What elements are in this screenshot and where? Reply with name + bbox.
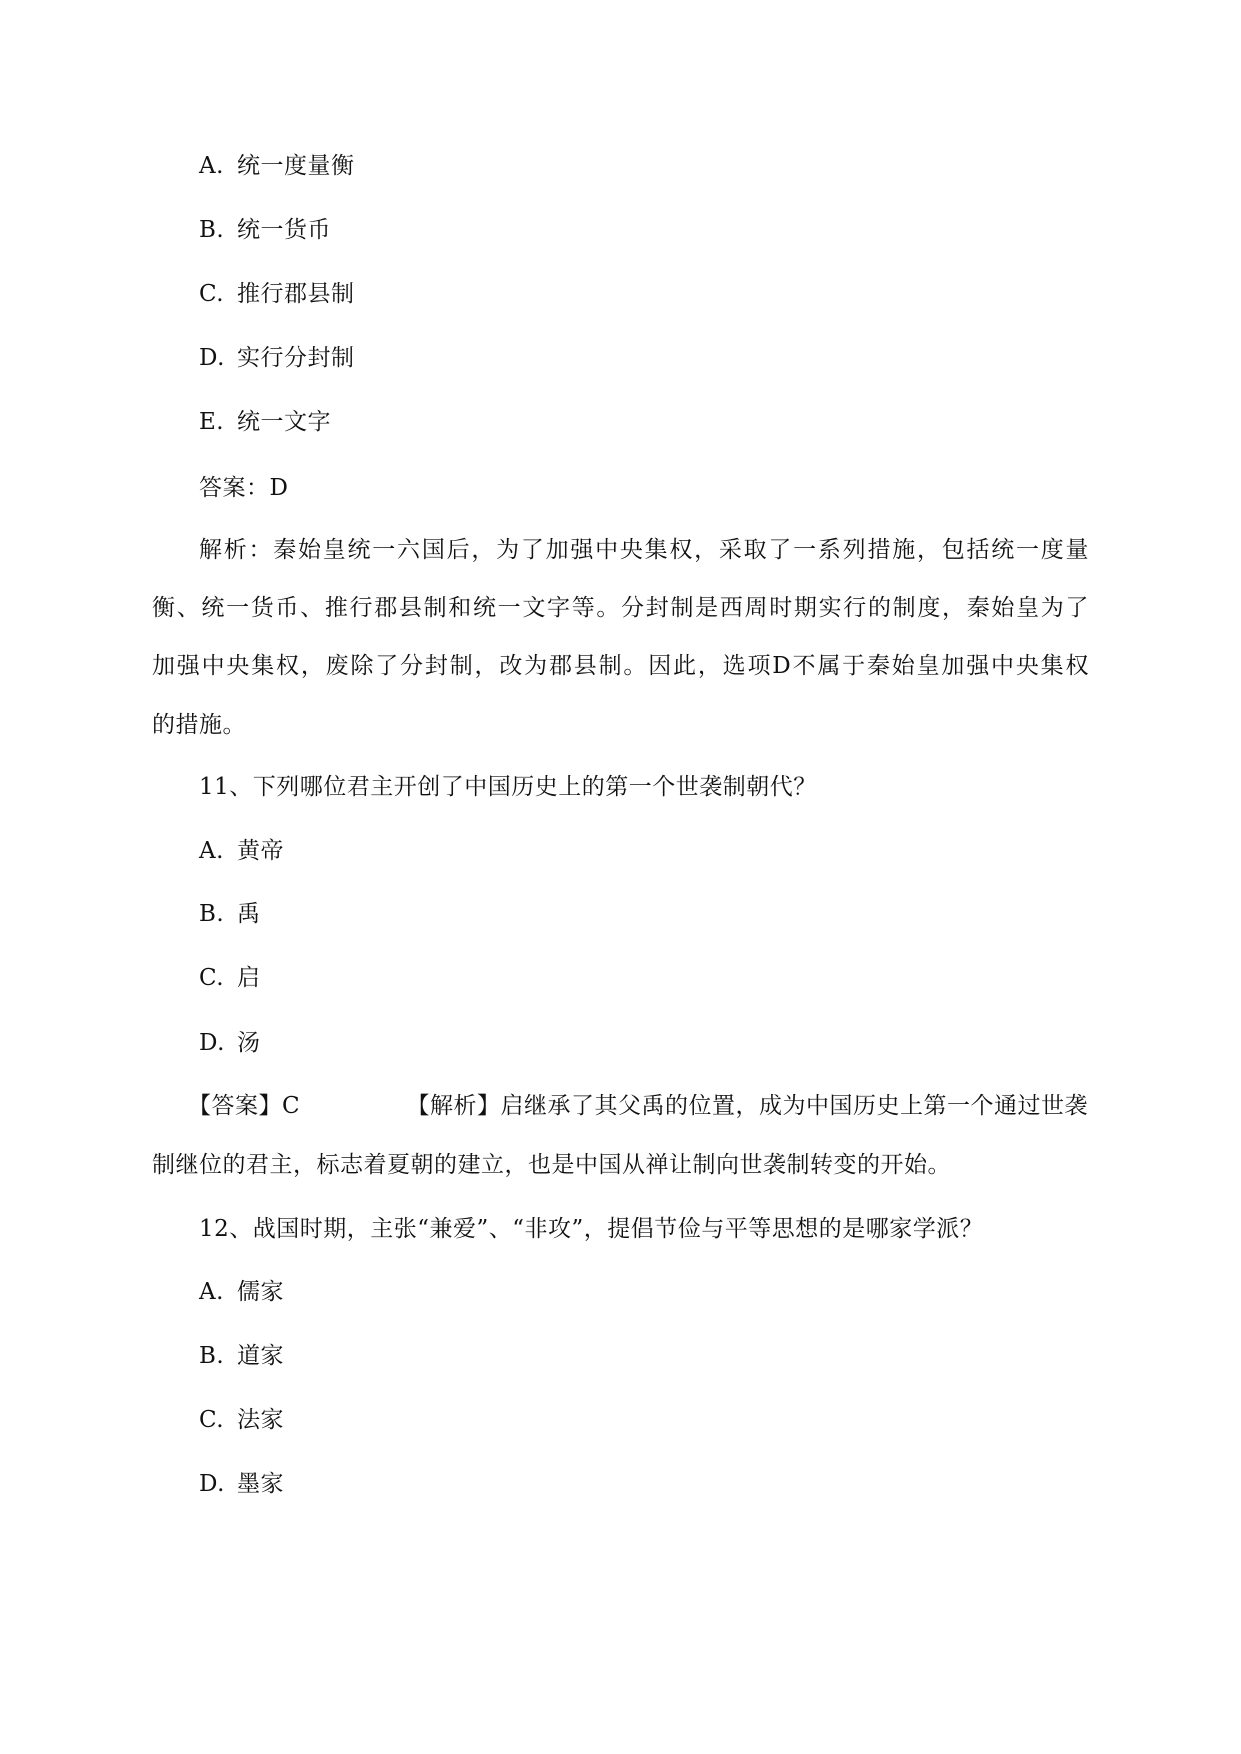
option-letter: C. xyxy=(199,965,225,991)
q10-option-e xyxy=(199,407,331,437)
q10-explanation-line-4: 的措施。 xyxy=(152,712,246,738)
q12-option-d xyxy=(199,1469,284,1499)
option-letter: D. xyxy=(199,1471,225,1497)
q10-option-a xyxy=(199,151,355,181)
option-text: 禹 xyxy=(237,901,261,927)
option-text: 儒家 xyxy=(237,1279,284,1305)
option-text: 汤 xyxy=(237,1030,261,1056)
option-letter: A. xyxy=(199,838,224,864)
q10-option-c xyxy=(199,279,355,309)
q11-answer: 【答案】C xyxy=(188,1093,301,1119)
option-text: 推行郡县制 xyxy=(237,281,355,307)
option-letter: B. xyxy=(199,217,225,243)
option-letter: B. xyxy=(199,901,225,927)
option-letter: C. xyxy=(199,1407,225,1433)
q11-option-b xyxy=(199,899,261,929)
q10-option-b xyxy=(199,215,331,245)
option-letter: A. xyxy=(199,153,224,179)
option-text: 墨家 xyxy=(237,1471,284,1497)
q10-explanation-line-1: 解析：秦始皇统一六国后，为了加强中央集权，采取了一系列措施，包括统一度量 xyxy=(199,537,1089,563)
q10-option-d xyxy=(199,343,355,373)
option-letter: E. xyxy=(199,409,225,435)
option-text: 黄帝 xyxy=(237,838,284,864)
q11-answer-line xyxy=(188,1091,1088,1121)
q11-option-a xyxy=(199,836,284,866)
option-text: 统一货币 xyxy=(237,217,331,243)
q12-option-a xyxy=(199,1277,284,1307)
q11-question: 11、下列哪位君主开创了中国历史上的第一个世袭制朝代？ xyxy=(199,774,817,800)
option-text: 实行分封制 xyxy=(237,345,355,371)
q11-explanation-second: 制继位的君主，标志着夏朝的建立，也是中国从禅让制向世袭制转变的开始。 xyxy=(152,1152,951,1178)
option-letter: B. xyxy=(199,1343,225,1369)
q11-option-c xyxy=(199,963,261,993)
option-text: 法家 xyxy=(237,1407,284,1433)
option-text: 启 xyxy=(237,965,261,991)
option-letter: D. xyxy=(199,345,225,371)
q12-question: 12、战国时期，主张“兼爱”、“非攻”，提倡节俭与平等思想的是哪家学派？ xyxy=(199,1216,984,1242)
option-letter: A. xyxy=(199,1279,224,1305)
q11-option-d xyxy=(199,1028,261,1058)
option-text: 统一度量衡 xyxy=(237,153,355,179)
q10-explanation-line-3: 加强中央集权，废除了分封制，改为郡县制。因此，选项D不属于秦始皇加强中央集权 xyxy=(152,653,1089,679)
q12-option-c xyxy=(199,1405,284,1435)
q10-explanation-line-2: 衡、统一货币、推行郡县制和统一文字等。分封制是西周时期实行的制度，秦始皇为了 xyxy=(152,595,1089,621)
option-text: 统一文字 xyxy=(237,409,331,435)
option-letter: D. xyxy=(199,1030,225,1056)
q10-answer: 答案：D xyxy=(199,475,289,501)
option-text: 道家 xyxy=(237,1343,284,1369)
q11-explanation-first: 【解析】启继承了其父禹的位置，成为中国历史上第一个通过世袭 xyxy=(406,1093,1088,1119)
option-letter: C. xyxy=(199,281,225,307)
q12-option-b xyxy=(199,1341,284,1371)
